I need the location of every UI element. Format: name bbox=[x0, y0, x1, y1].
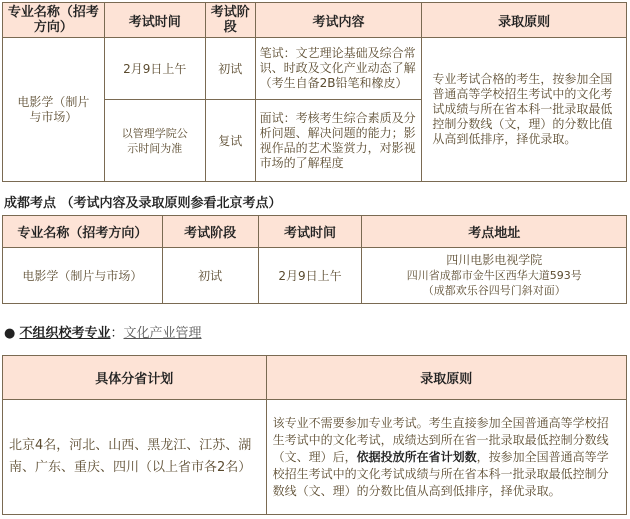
header-exam-time: 考试时间 bbox=[104, 3, 205, 38]
exam-stage-cell: 初试 bbox=[205, 38, 255, 100]
header-major: 专业名称（招考方向） bbox=[3, 216, 163, 248]
major-cell: 电影学（制片与市场） bbox=[3, 38, 105, 182]
address-cell bbox=[362, 248, 627, 304]
principle-text-1: 该专业不需要参加专业考试。考生直接参加全国普通高等学校招生考试中的文化考试，成绩达到所在省一批录取最低控制分数线（文、理）后， bbox=[272, 415, 609, 464]
non-exam-label: 不组织校考专业 bbox=[19, 326, 111, 341]
exam-content-cell: 面试：考核考生综合素质及分析问题、解决问题的能力；影视作品的艺术鉴赏力，对影视市场的了解程度 bbox=[255, 100, 422, 182]
admission-principle-cell bbox=[266, 400, 626, 515]
province-plan-cell: 北京4名，河北、山西、黑龙江、江苏、湖南、广东、重庆、四川（以上省市各2名） bbox=[3, 400, 267, 515]
header-admission-principle: 录取原则 bbox=[422, 3, 627, 38]
chengdu-exam-table bbox=[2, 215, 627, 304]
header-exam-content: 考试内容 bbox=[255, 3, 422, 38]
address-name: 四川电影电视学院 bbox=[446, 253, 543, 267]
address-line: 四川省成都市金牛区西华大道593号 bbox=[406, 269, 582, 282]
beijing-exam-table bbox=[2, 2, 627, 182]
header-exam-stage: 考试阶段 bbox=[162, 216, 258, 248]
non-exam-table bbox=[2, 355, 627, 515]
bullet-icon: ● bbox=[4, 326, 16, 341]
header-exam-stage: 考试阶段 bbox=[205, 3, 255, 38]
exam-time-cell: 2月9日上午 bbox=[258, 248, 362, 304]
exam-stage-cell: 复试 bbox=[205, 100, 255, 182]
principle-bold-text: 依据投放所在省计划数 bbox=[356, 449, 477, 464]
chengdu-section-title: 成都考点 （考试内容及录取原则参看北京考点） bbox=[4, 196, 282, 211]
exam-stage-cell: 初试 bbox=[162, 248, 258, 304]
principle-text-2: ，按参加全国普通高等学校招生考试中的文化考试成绩与所在省本科一批录取最低控制分数线（文、理）的分数比值从高到低排序，择优录取。 bbox=[272, 449, 609, 498]
exam-content-cell: 笔试：文艺理论基础及综合常识、时政及文化产业动态了解（考生自备2B铅笔和橡皮） bbox=[255, 38, 422, 100]
header-major: 专业名称（招考方向） bbox=[3, 3, 105, 38]
non-exam-section-title bbox=[4, 322, 202, 341]
major-cell: 电影学（制片与市场） bbox=[3, 248, 163, 304]
colon: ： bbox=[110, 326, 124, 341]
header-province-plan: 具体分省计划 bbox=[3, 356, 267, 400]
exam-time-cell: 2月9日上午 bbox=[104, 38, 205, 100]
header-address: 考点地址 bbox=[362, 216, 627, 248]
header-exam-time: 考试时间 bbox=[258, 216, 362, 248]
admission-principle-cell: 专业考试合格的考生，按参加全国普通高等学校招生考试中的文化考试成绩与所在省本科一批录取最低控制分数线（文，理）的分数比值从高到低排序，择优录取。 bbox=[422, 38, 627, 182]
address-note: （成都欢乐谷四号门斜对面） bbox=[422, 284, 566, 297]
exam-time-cell: 以管理学院公示时间为准 bbox=[104, 100, 205, 182]
non-exam-major: 文化产业管理 bbox=[123, 326, 202, 341]
header-admission-principle: 录取原则 bbox=[266, 356, 626, 400]
